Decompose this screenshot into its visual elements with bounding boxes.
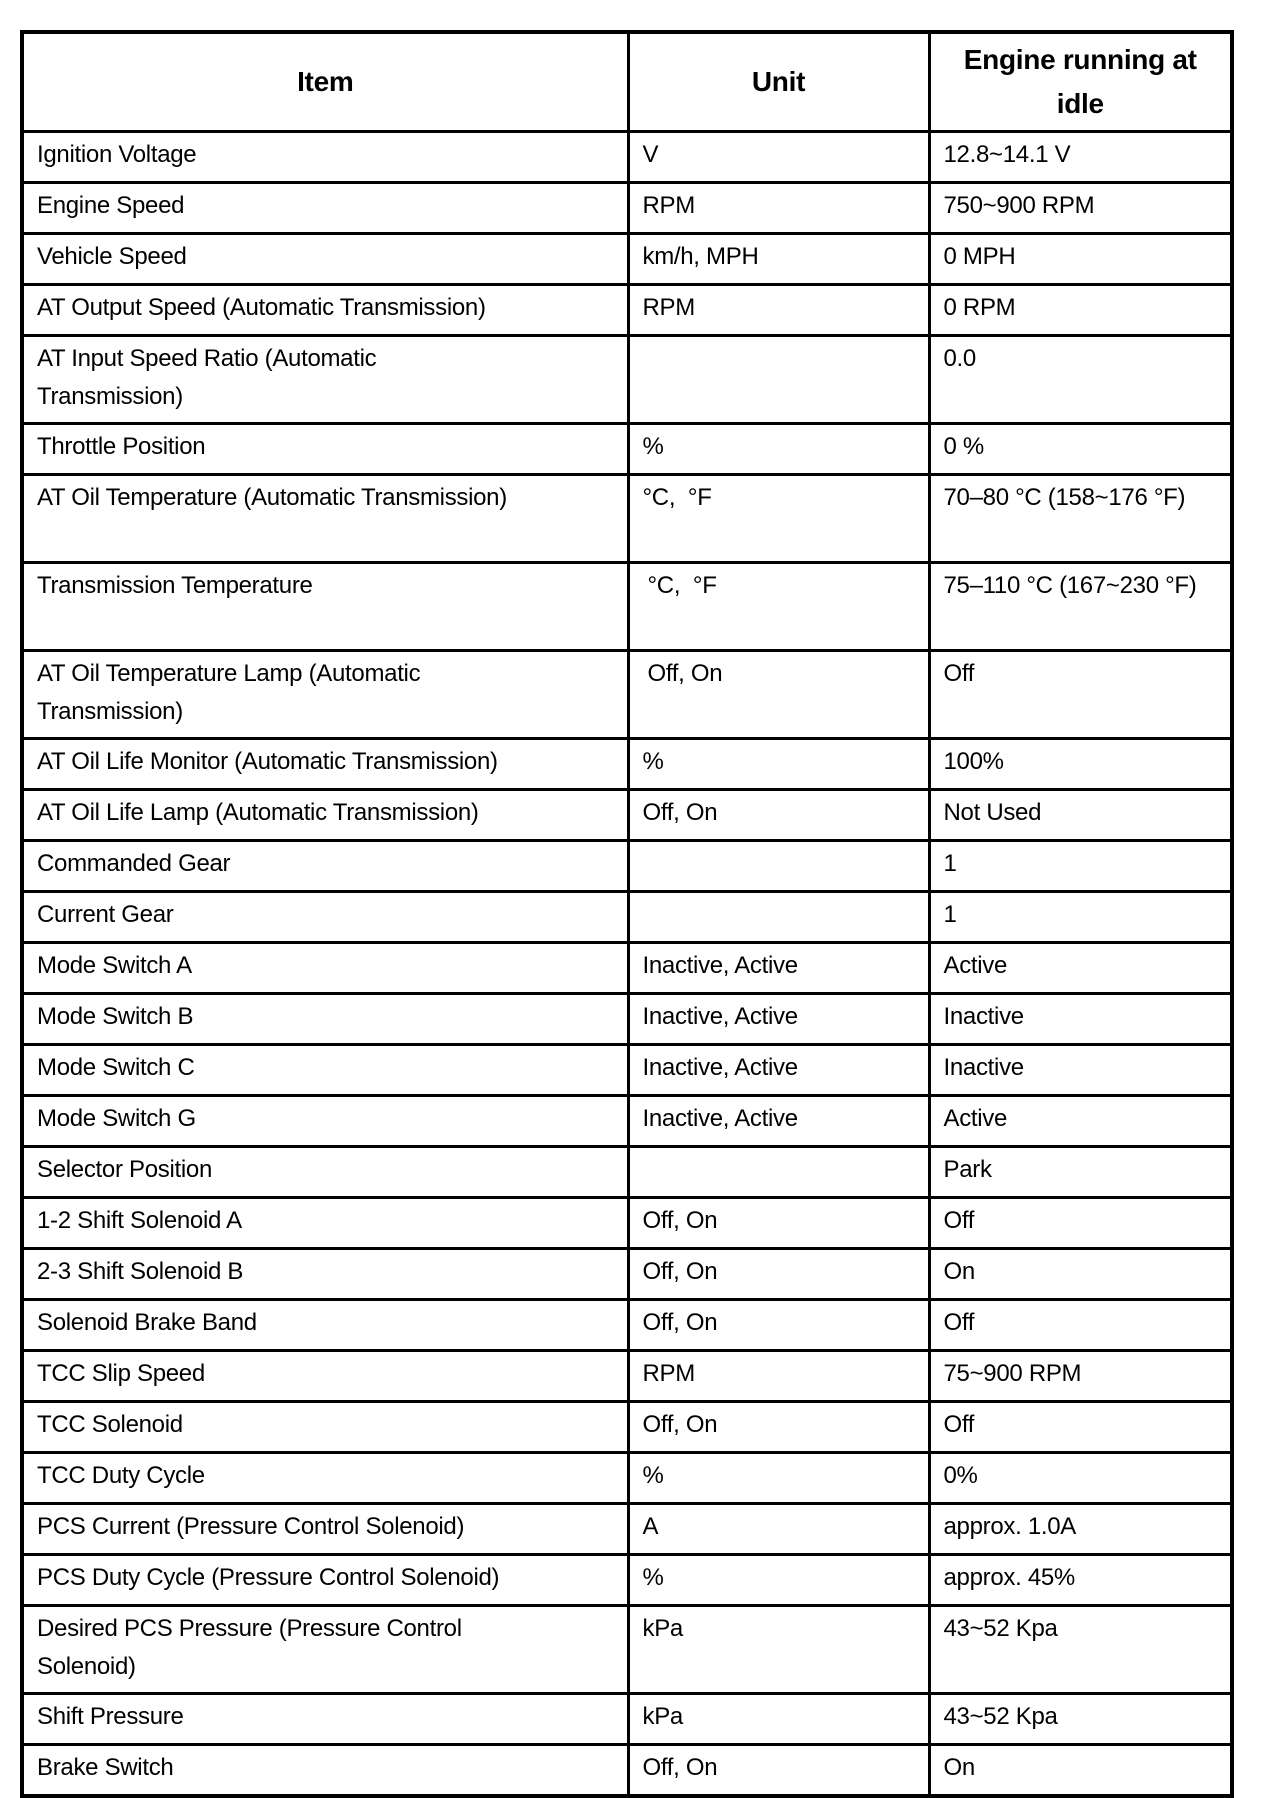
cell-unit: Off, On [628,1249,929,1300]
table-row [22,563,1232,651]
cell-item: AT Output Speed (Automatic Transmission) [22,285,628,336]
cell-unit: RPM [628,1351,929,1402]
cell-unit: °C, °F [628,563,929,651]
table-row [22,132,1232,183]
cell-unit: % [628,424,929,475]
cell-value: Off [929,1198,1232,1249]
cell-value: Off [929,1402,1232,1453]
cell-item: Selector Position [22,1147,628,1198]
cell-item: Current Gear [22,892,628,943]
cell-unit: Off, On [628,1402,929,1453]
cell-unit [628,336,929,424]
cell-item: AT Oil Life Monitor (Automatic Transmission) [22,739,628,790]
table-row [22,1694,1232,1745]
cell-unit: Off, On [628,651,929,739]
cell-value: 1 [929,841,1232,892]
table-row [22,1555,1232,1606]
table-row [22,943,1232,994]
cell-value: 12.8~14.1 V [929,132,1232,183]
table-row [22,1147,1232,1198]
table-row [22,234,1232,285]
cell-item: Solenoid Brake Band [22,1300,628,1351]
cell-item: Ignition Voltage [22,132,628,183]
table-row [22,1351,1232,1402]
cell-item: AT Input Speed Ratio (Automatic Transmission) [22,336,628,424]
table-row [22,1745,1232,1797]
cell-value: Inactive [929,1045,1232,1096]
table-row [22,892,1232,943]
cell-item: Mode Switch G [22,1096,628,1147]
header-value: Engine running at idle [929,32,1232,132]
cell-item: Mode Switch A [22,943,628,994]
table-row [22,1045,1232,1096]
cell-unit: % [628,1555,929,1606]
cell-value: Off [929,1300,1232,1351]
cell-value: 43~52 Kpa [929,1694,1232,1745]
cell-unit: km/h, MPH [628,234,929,285]
cell-value: Off [929,651,1232,739]
cell-value: Park [929,1147,1232,1198]
cell-item: Brake Switch [22,1745,628,1797]
cell-value: Inactive [929,994,1232,1045]
cell-value: 1 [929,892,1232,943]
cell-unit: Off, On [628,1745,929,1797]
table-row [22,1606,1232,1694]
table-row [22,790,1232,841]
cell-unit: Off, On [628,1198,929,1249]
cell-unit: A [628,1504,929,1555]
table-row [22,183,1232,234]
header-item: Item [22,32,628,132]
cell-value: 750~900 RPM [929,183,1232,234]
cell-value: 0 RPM [929,285,1232,336]
cell-item: AT Oil Temperature Lamp (Automatic Transmission) [22,651,628,739]
cell-item: 2-3 Shift Solenoid B [22,1249,628,1300]
cell-value: 0% [929,1453,1232,1504]
cell-value: On [929,1745,1232,1797]
cell-value: 0.0 [929,336,1232,424]
cell-item: Mode Switch C [22,1045,628,1096]
table-row [22,1402,1232,1453]
cell-unit [628,1147,929,1198]
cell-unit [628,841,929,892]
cell-value: 75–110 °C (167~230 °F) [929,563,1232,651]
cell-value: approx. 45% [929,1555,1232,1606]
header-row [22,32,1232,132]
cell-unit: Inactive, Active [628,1096,929,1147]
cell-value: Not Used [929,790,1232,841]
cell-item: AT Oil Temperature (Automatic Transmission) [22,475,628,563]
table-row [22,651,1232,739]
table-row [22,285,1232,336]
cell-unit: Inactive, Active [628,943,929,994]
cell-value: approx. 1.0A [929,1504,1232,1555]
cell-value: Active [929,1096,1232,1147]
cell-value: 43~52 Kpa [929,1606,1232,1694]
cell-unit [628,892,929,943]
scan-tool-data-table [20,30,1234,1798]
cell-unit: °C, °F [628,475,929,563]
cell-value: 100% [929,739,1232,790]
cell-unit: V [628,132,929,183]
cell-unit: Inactive, Active [628,1045,929,1096]
table-row [22,424,1232,475]
cell-unit: kPa [628,1694,929,1745]
cell-unit: Off, On [628,1300,929,1351]
table-row [22,475,1232,563]
table-row [22,739,1232,790]
cell-item: PCS Current (Pressure Control Solenoid) [22,1504,628,1555]
table-row [22,841,1232,892]
cell-item: Transmission Temperature [22,563,628,651]
table-row [22,1300,1232,1351]
cell-value: 70–80 °C (158~176 °F) [929,475,1232,563]
table-row [22,1249,1232,1300]
cell-item: Mode Switch B [22,994,628,1045]
cell-unit: Off, On [628,790,929,841]
cell-item: TCC Slip Speed [22,1351,628,1402]
table-row [22,1096,1232,1147]
cell-value: 0 MPH [929,234,1232,285]
cell-item: Throttle Position [22,424,628,475]
cell-item: TCC Solenoid [22,1402,628,1453]
table-row [22,1504,1232,1555]
cell-item: Engine Speed [22,183,628,234]
cell-unit: % [628,739,929,790]
table-row [22,336,1232,424]
table-row [22,1453,1232,1504]
cell-value: 75~900 RPM [929,1351,1232,1402]
cell-item: AT Oil Life Lamp (Automatic Transmission) [22,790,628,841]
cell-item: Commanded Gear [22,841,628,892]
cell-unit: Inactive, Active [628,994,929,1045]
header-unit: Unit [628,32,929,132]
cell-item: PCS Duty Cycle (Pressure Control Solenoid) [22,1555,628,1606]
cell-value: On [929,1249,1232,1300]
cell-item: TCC Duty Cycle [22,1453,628,1504]
cell-item: Desired PCS Pressure (Pressure Control Solenoid) [22,1606,628,1694]
cell-item: 1-2 Shift Solenoid A [22,1198,628,1249]
cell-unit: % [628,1453,929,1504]
cell-unit: RPM [628,285,929,336]
cell-value: Active [929,943,1232,994]
cell-item: Shift Pressure [22,1694,628,1745]
table-row [22,994,1232,1045]
cell-unit: kPa [628,1606,929,1694]
cell-value: 0 % [929,424,1232,475]
table-row [22,1198,1232,1249]
cell-unit: RPM [628,183,929,234]
cell-item: Vehicle Speed [22,234,628,285]
